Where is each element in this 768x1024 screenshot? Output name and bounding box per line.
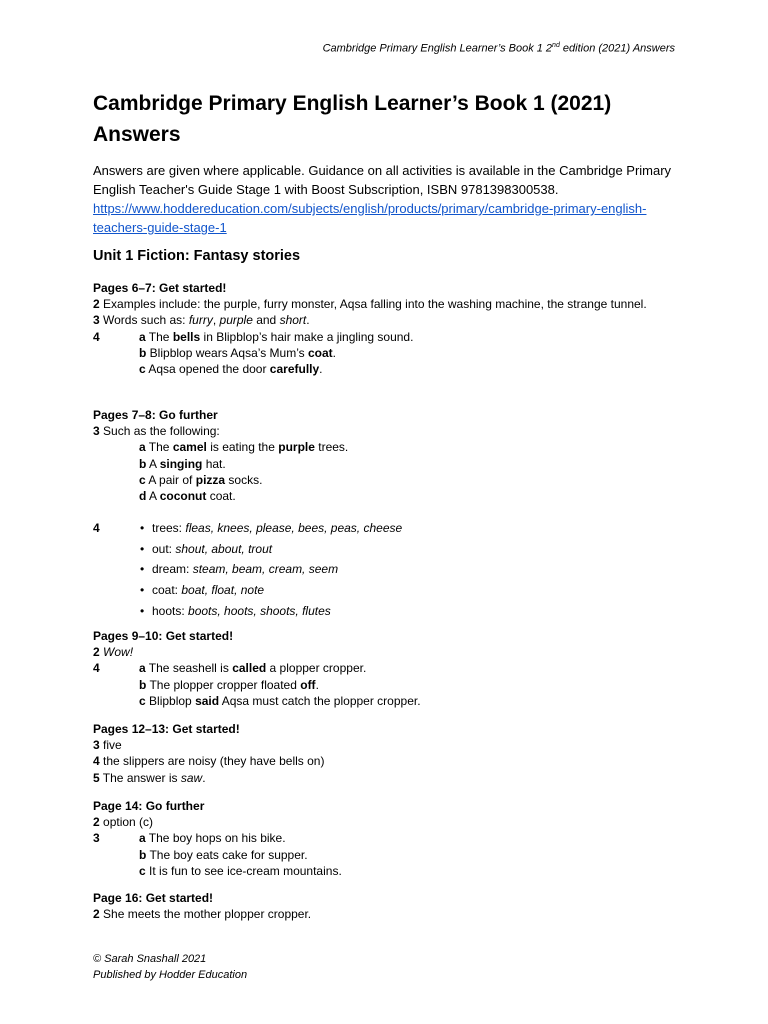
answer-2: 2 She meets the mother plopper cropper. xyxy=(93,907,312,922)
list-item: • hoots: boots, hoots, shoots, flutes xyxy=(93,601,683,622)
answer-5: 5 The answer is saw. xyxy=(93,770,206,785)
teachers-guide-link[interactable]: https://www.hoddereducation.com/subjects/english/products/primary/cambridge-primary-english-teachers-guide-stage-1 xyxy=(93,201,647,235)
section-pages-6-7 xyxy=(93,280,683,377)
page-footer xyxy=(93,951,247,983)
answer-3c: c A pair of pizza socks. xyxy=(139,472,263,487)
answer-4-word-list xyxy=(93,518,683,621)
list-item: • coat: boat, float, note xyxy=(93,580,683,601)
section-heading: Pages 6–7: Get started! xyxy=(93,281,227,295)
answer-4a: 4 a The bells in Blipblop’s hair make a jingling sound. xyxy=(93,329,414,344)
section-page-14 xyxy=(93,798,683,879)
section-heading: Pages 9–10: Get started! xyxy=(93,629,234,643)
unit-heading: Unit 1 Fiction: Fantasy stories xyxy=(93,248,301,264)
section-page-16 xyxy=(93,890,683,922)
answer-3c: c It is fun to see ice-cream mountains. xyxy=(139,863,342,878)
section-heading: Pages 12–13: Get started! xyxy=(93,722,240,736)
section-pages-9-10 xyxy=(93,628,683,709)
section-pages-7-8 xyxy=(93,407,683,504)
section-heading: Page 16: Get started! xyxy=(93,891,214,905)
answer-4: 4 the slippers are noisy (they have bells on) xyxy=(93,754,325,769)
answer-2: 2 option (c) xyxy=(93,815,154,830)
publisher-line: Published by Hodder Education xyxy=(93,969,248,981)
answer-3d: d A coconut coat. xyxy=(139,489,236,504)
answer-4b: b The plopper cropper floated off. xyxy=(139,677,319,692)
answer-3b: b A singing hat. xyxy=(139,456,226,471)
list-item: • dream: steam, beam, cream, seem xyxy=(93,559,683,580)
bullet-icon: • xyxy=(140,603,145,618)
answer-2: 2 Wow! xyxy=(93,645,134,660)
answer-3b: b The boy eats cake for supper. xyxy=(139,847,308,862)
bullet-icon: • xyxy=(140,583,145,598)
running-header: Cambridge Primary English Learner’s Book 1 2nd edition (2021) Answers xyxy=(322,42,675,55)
bullet-icon: • xyxy=(140,521,145,535)
answer-4c: c Aqsa opened the door carefully. xyxy=(139,362,323,377)
document-title: Cambridge Primary English Learner’s Book 1 (2021) Answers xyxy=(93,92,612,146)
answer-3a: 3 a The boy hops on his bike. xyxy=(93,831,286,846)
answer-2: 2 Examples include: the purple, furry monster, Aqsa falling into the washing machine, the strange tunnel. xyxy=(93,297,647,312)
answer-4c: c Blipblop said Aqsa must catch the plopper cropper. xyxy=(139,693,421,708)
section-pages-12-13 xyxy=(93,721,683,786)
bullet-icon: • xyxy=(140,562,145,577)
answer-3: 3 Such as the following: xyxy=(93,424,220,439)
answer-3: 3 five xyxy=(93,738,122,753)
answer-3: 3 Words such as: furry, purple and short. xyxy=(93,313,310,328)
list-item: 4 • trees: fleas, knees, please, bees, peas, cheese xyxy=(93,518,683,539)
answer-3a: a The camel is eating the purple trees. xyxy=(139,440,349,455)
section-heading: Pages 7–8: Go further xyxy=(93,408,218,422)
answer-4a: 4 a The seashell is called a plopper cropper. xyxy=(93,661,367,676)
list-item: • out: shout, about, trout xyxy=(93,539,683,560)
section-heading: Page 14: Go further xyxy=(93,799,205,813)
answer-4b: b Blipblop wears Aqsa’s Mum’s coat. xyxy=(139,345,337,360)
bullet-icon: • xyxy=(140,541,145,556)
intro-paragraph xyxy=(93,161,683,237)
copyright-line: © Sarah Snashall 2021 xyxy=(93,953,207,965)
intro-text: Answers are given where applicable. Guidance on all activities is available in the Cambridge Primary English Teacher's Guide Stage 1 with Boost Subscription, ISBN 9781398300538. xyxy=(93,163,672,197)
